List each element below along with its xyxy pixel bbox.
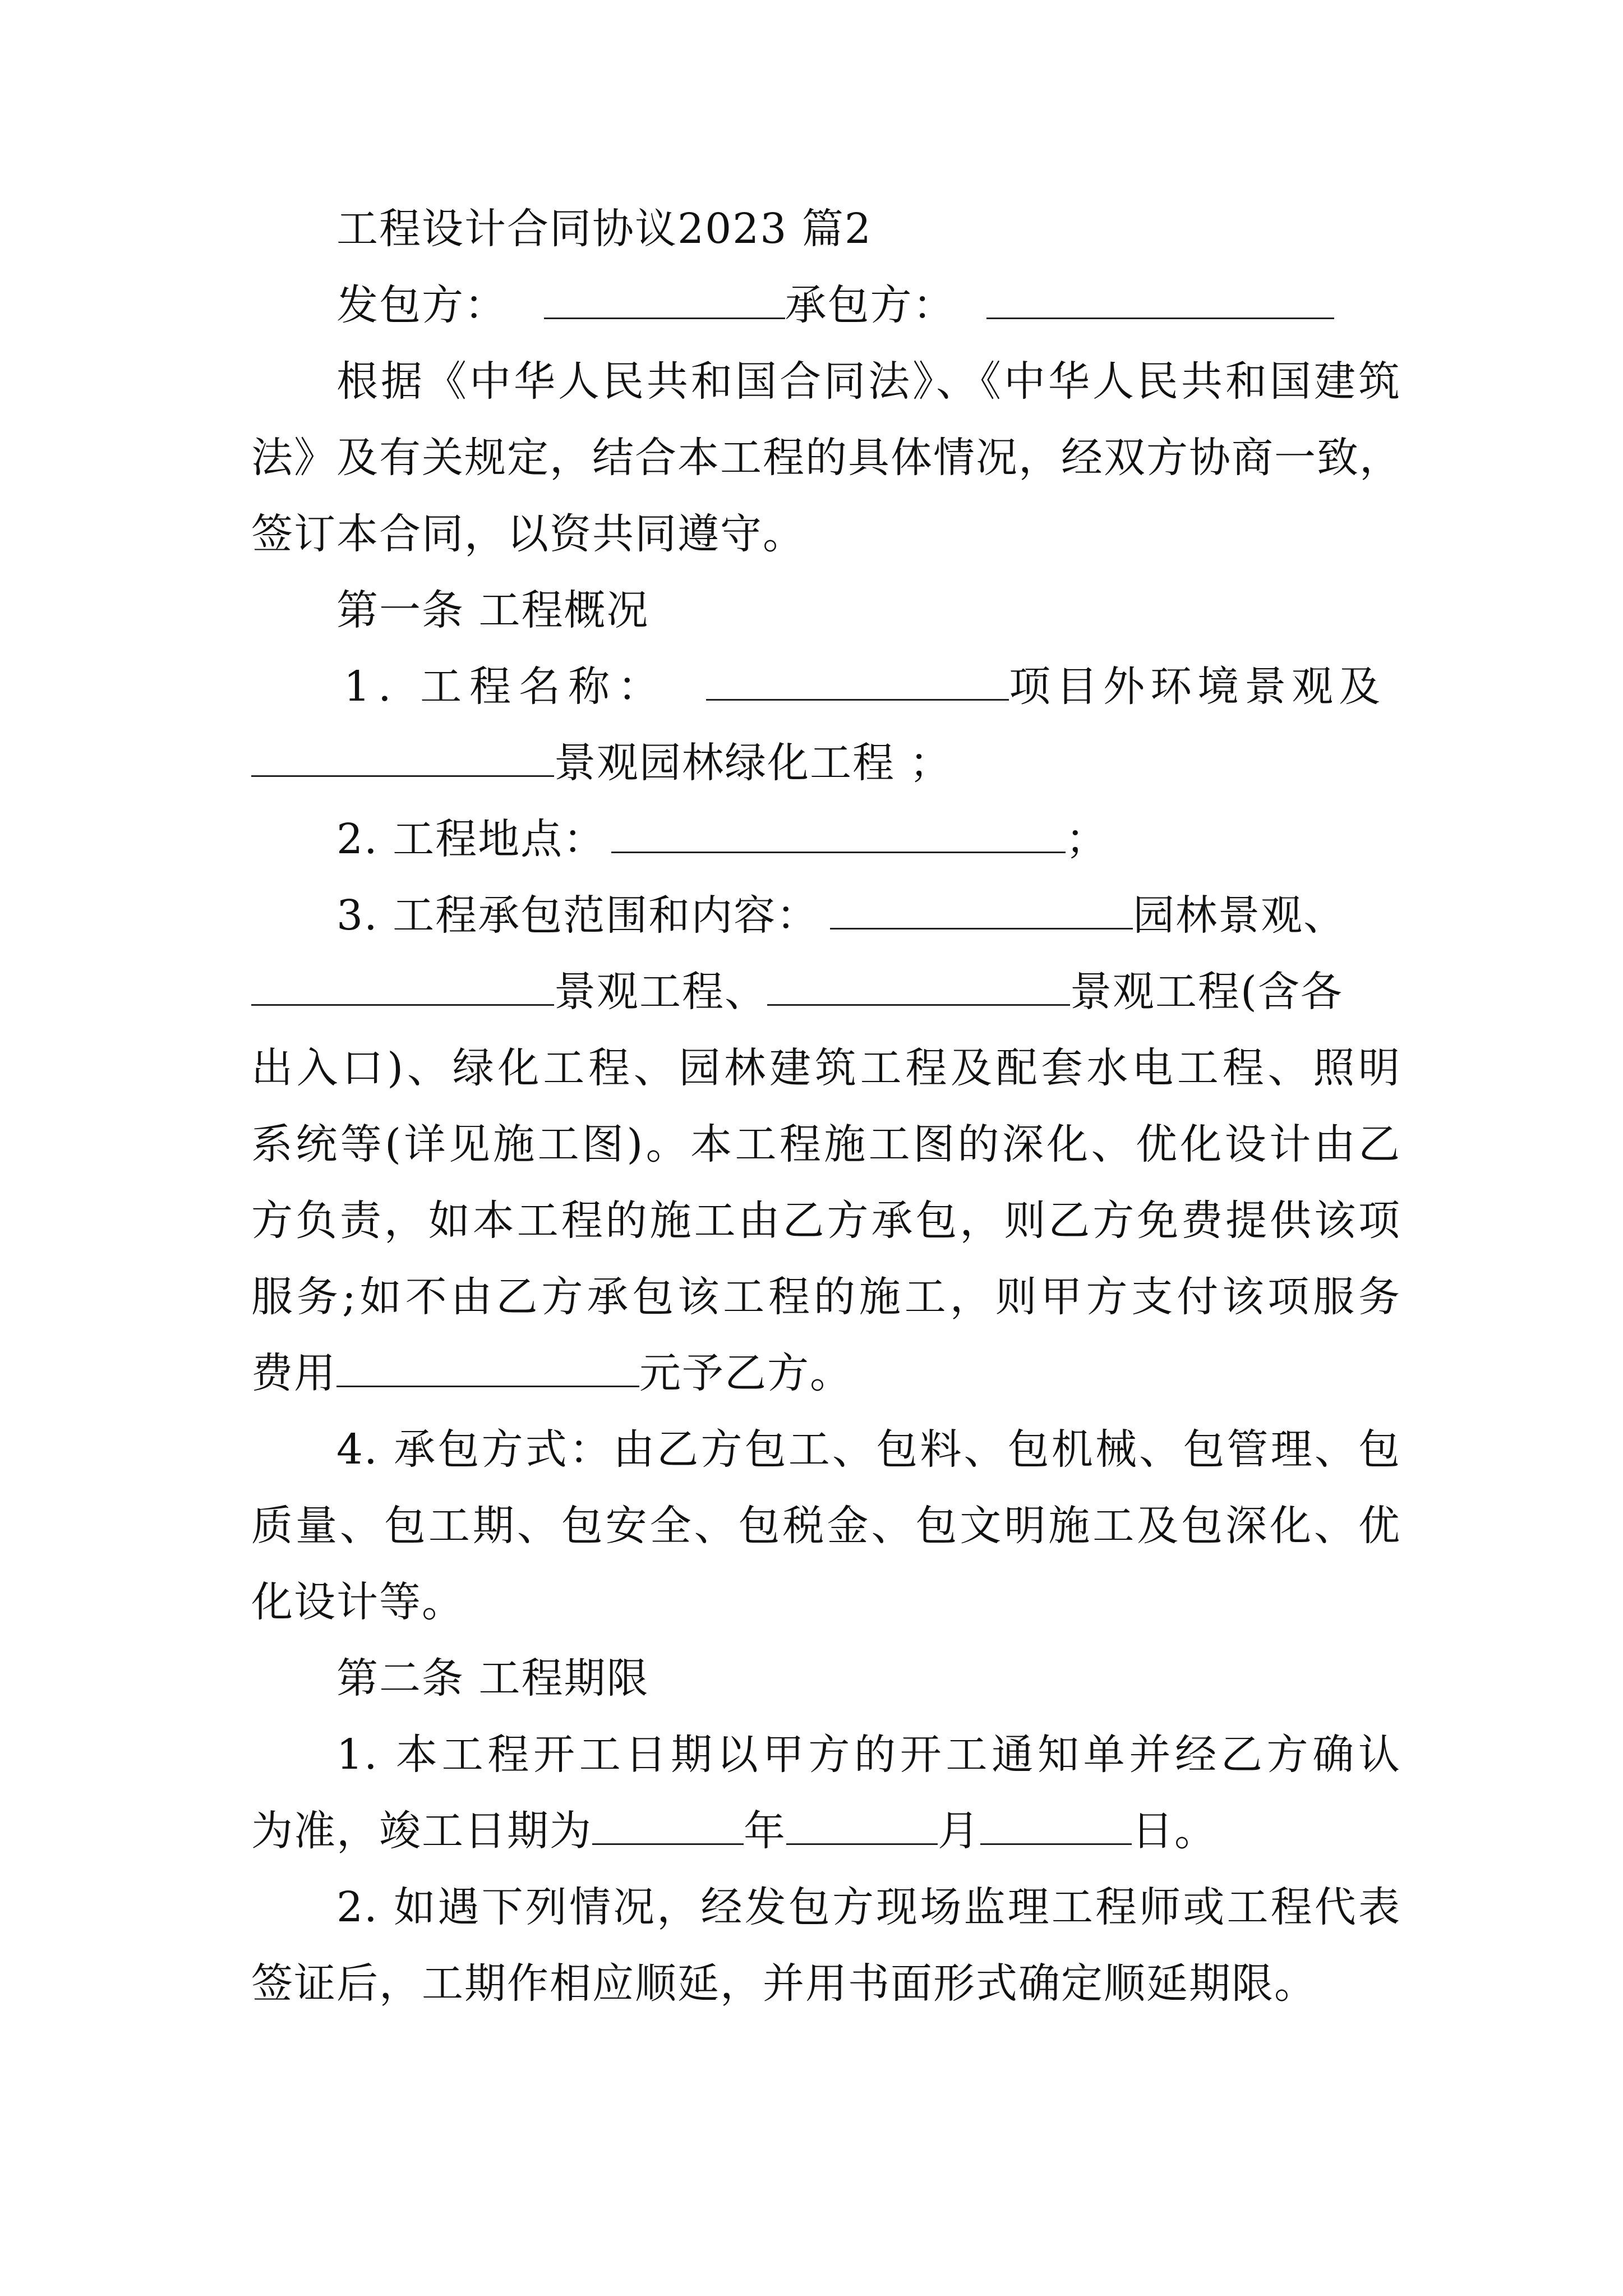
project-location-tail: ； bbox=[1066, 815, 1109, 863]
scope-line-6: 服务;如不由乙方承包该工程的施工，则甲方支付该项服务 bbox=[251, 1273, 1401, 1321]
fee-blank bbox=[336, 1351, 639, 1387]
project-name-tail: 项目外环境景观及 bbox=[1009, 662, 1386, 711]
month-label: 月 bbox=[938, 1807, 980, 1855]
project-location-blank bbox=[611, 817, 1066, 853]
article1-item2 bbox=[251, 801, 1401, 877]
parties-line bbox=[251, 267, 1401, 343]
article1-heading: 第一条 工程概况 bbox=[336, 586, 649, 634]
article2-heading: 第二条 工程期限 bbox=[336, 1654, 649, 1703]
article1-item3 bbox=[251, 877, 1401, 954]
scope-blank-1 bbox=[830, 893, 1133, 930]
article2-item2-line2: 签证后，工期作相应顺延，并用书面形式确定顺延期限。 bbox=[251, 1959, 1317, 2008]
document-page bbox=[251, 191, 1401, 2022]
project-name-blank bbox=[706, 664, 1009, 701]
intro-line-3: 签订本合同，以资共同遵守。 bbox=[251, 510, 805, 558]
article1-item1 bbox=[251, 648, 1401, 725]
scope-label: 3. 工程承包范围和内容： bbox=[336, 891, 819, 940]
project-name-label: 1. 工程名称： bbox=[344, 662, 667, 711]
scope-line-5: 方负责，如本工程的施工由乙方承包，则乙方免费提供该项 bbox=[251, 1197, 1401, 1245]
fee-tail: 元予乙方。 bbox=[639, 1349, 852, 1397]
contract-method-line-3: 化设计等。 bbox=[251, 1578, 464, 1626]
contract-method-line-1: 4. 承包方式：由乙方包工、包料、包机械、包管理、包 bbox=[336, 1425, 1401, 1474]
contractor-blank bbox=[986, 283, 1334, 319]
project-name-line2: 景观园林绿化工程 ； bbox=[554, 739, 952, 787]
day-blank bbox=[980, 1809, 1132, 1845]
fee-label: 费用 bbox=[251, 1349, 336, 1397]
scope-line2-b: 景观工程(含各 bbox=[1070, 968, 1343, 1016]
project-location-label: 2. 工程地点： bbox=[336, 815, 606, 863]
scope-fee-line bbox=[251, 1335, 1401, 1411]
article1-item1-line2 bbox=[251, 725, 1401, 801]
intro-line-2: 法》及有关规定，结合本工程的具体情况，经双方协商一致， bbox=[251, 434, 1402, 482]
article1-item3-line2 bbox=[251, 954, 1401, 1030]
article2-item1-line2 bbox=[251, 1793, 1401, 1869]
year-blank bbox=[592, 1809, 744, 1845]
scope-tail: 园林景观、 bbox=[1133, 891, 1347, 940]
employer-label: 发包方： bbox=[336, 281, 507, 329]
scope-blank-3 bbox=[767, 969, 1070, 1006]
project-name-blank-2 bbox=[251, 740, 554, 777]
employer-blank bbox=[544, 283, 785, 319]
scope-line-3: 出入口)、绿化工程、园林建筑工程及配套水电工程、照明 bbox=[251, 1044, 1401, 1092]
scope-blank-2 bbox=[251, 969, 554, 1006]
month-blank bbox=[786, 1809, 938, 1845]
intro-line-1: 根据《中华人民共和国合同法》、《中华人民共和国建筑 bbox=[336, 357, 1401, 406]
completion-date-label: 为准，竣工日期为 bbox=[251, 1807, 592, 1855]
scope-line2-a: 景观工程、 bbox=[554, 968, 767, 1016]
article2-item2-line1: 2. 如遇下列情况，经发包方现场监理工程师或工程代表 bbox=[336, 1883, 1401, 1931]
article2-item1-line1: 1. 本工程开工日期以甲方的开工通知单并经乙方确认 bbox=[336, 1731, 1401, 1779]
contractor-label: 承包方： bbox=[785, 281, 956, 329]
document-title: 工程设计合同协议2023 篇2 bbox=[336, 205, 872, 253]
day-label: 日。 bbox=[1132, 1807, 1217, 1855]
scope-line-4: 系统等(详见施工图)。本工程施工图的深化、优化设计由乙 bbox=[251, 1120, 1401, 1168]
year-label: 年 bbox=[744, 1807, 786, 1855]
contract-method-line-2: 质量、包工期、包安全、包税金、包文明施工及包深化、优 bbox=[251, 1502, 1401, 1550]
